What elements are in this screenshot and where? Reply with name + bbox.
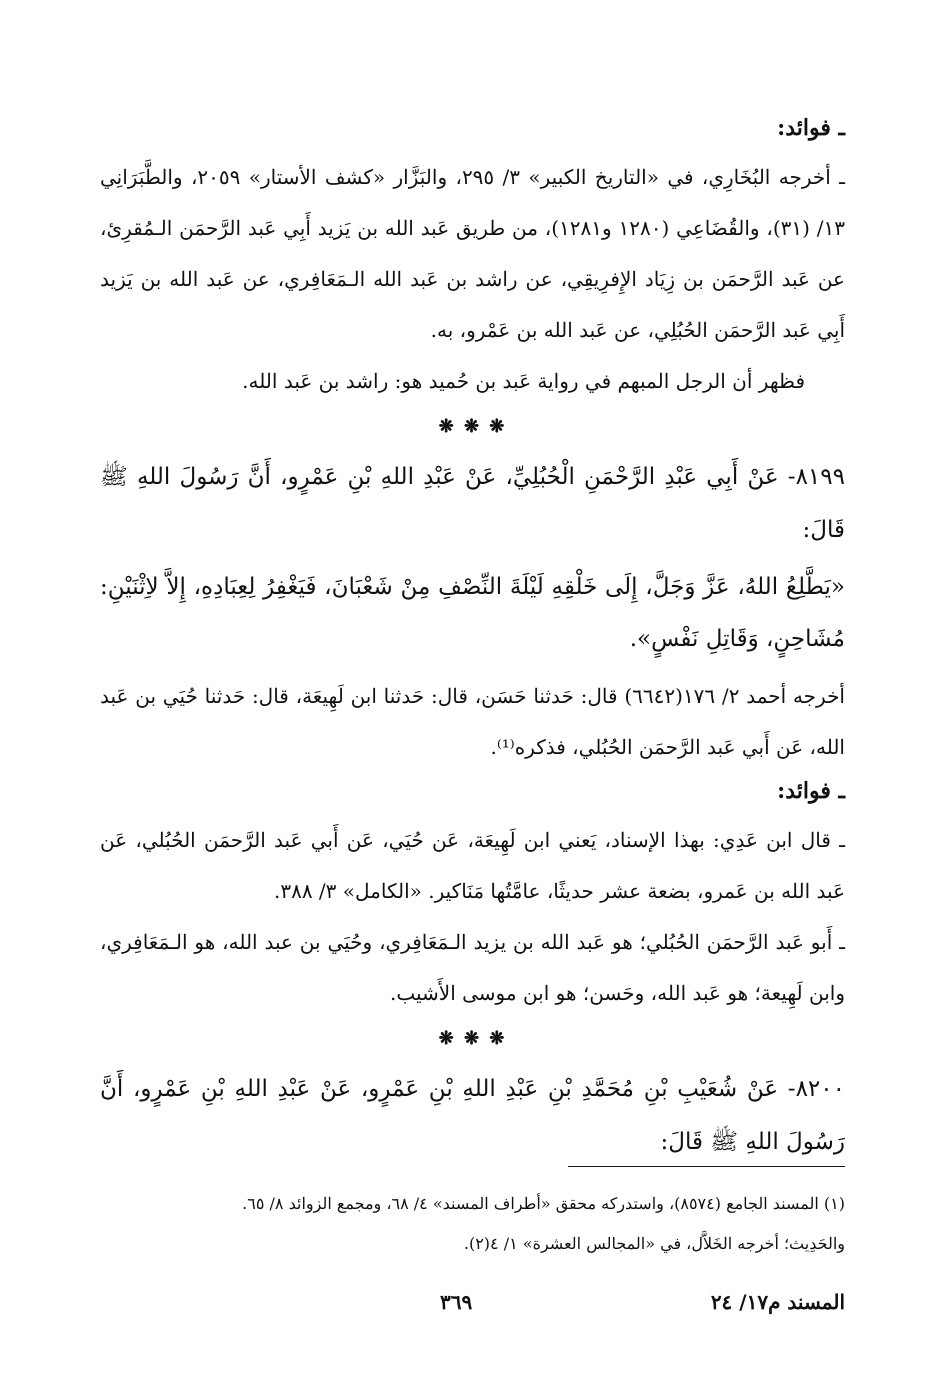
ibn-adi-paragraph: ـ قال ابن عَدِي: بهذا الإسناد، يَعني ابن لَهِيعَة، عَن حُيَي، عَن أَبي عَبد الرَّحمَن الحُبُلي، عَن عَبد الله بن عَمرو، بضعة عشر حديثًا، عامَّتُها مَنَاكير. «الكامل» ٣/ ٣٨٨.: [100, 828, 845, 903]
section-separator-2: ❋ ❋ ❋: [438, 1028, 507, 1049]
takhrij-paragraph: ـ أخرجه البُخَارِي، في «التاريخ الكبير» ٣/ ٢٩٥، والبَزَّار «كشف الأستار» ٢٠٥٩، والطَّبَرَانِي ١٣/ (٣١)، والقُضَاعِي (١٢٨٠ و١٢٨١)، من طريق عَبد الله بن يَزيد أَبِي عَبد الرَّحمَن الـمُقرِئ، عن عَبد الرَّحمَن بن زِيَاد الإِفرِيقِي، عن راشد بن عَبد الله الـمَعَافِري، عن عَبد الله بن يَزيد أَبِي عَبد الرَّحمَن الحُبُلِي، عن عَبد الله بن عَمْرو، به.: [100, 165, 845, 342]
hadith-8199-matn: «يَطَّلِعُ اللهُ، عَزَّ وَجَلَّ، إِلَى خَلْقِهِ لَيْلَةَ النِّصْفِ مِنْ شَعْبَانَ، فَيَغْفِرُ لِعِبَادِهِ، إِلاَّ لاِثْنَيْنِ: مُشَاحِنٍ، وَقَاتِلِ نَفْسٍ».: [100, 574, 845, 652]
footnotes: [100, 1184, 845, 1264]
footnote-1-line-2: والحَدِيث؛ أخرجه الخَلاَّل، في «المجالس العشرة» ١/ ٤(٢).: [463, 1234, 845, 1253]
footnote-divider: [568, 1166, 845, 1167]
volume-signature: المسند م١٧/ ٢٤: [710, 1290, 845, 1314]
page-number: ٣٦٩: [440, 1290, 473, 1314]
conclusion-paragraph: فظهر أن الرجل المبهم في رواية عَبد بن حُميد هو: راشد بن عَبد الله.: [242, 369, 805, 393]
fawaid-heading: ـ فوائد:: [777, 115, 845, 141]
takhrij-ahmad-paragraph: أخرجه أحمد ٢/ ١٧٦(٦٦٤٢) قال: حَدثنا حَسَن، قال: حَدثنا ابن لَهِيعَة، قال: حَدثنا حُيَي بن عَبد الله، عَن أَبي عَبد الرَّحمَن الحُبُلي، فذكره⁽¹⁾.: [100, 684, 845, 759]
main-text: [100, 110, 845, 1169]
page-footer: [100, 1290, 845, 1330]
section-separator: ❋ ❋ ❋: [438, 416, 507, 437]
narrators-paragraph: ـ أَبو عَبد الرَّحمَن الحُبُلي؛ هو عَبد الله بن يزيد الـمَعَافِري، وحُيَي بن عبد الله، هو الـمَعَافِري، وابن لَهِيعة؛ هو عَبد الله، وحَسن؛ هو ابن موسى الأَشيب.: [100, 930, 845, 1005]
footnote-1-line-1: (١) المسند الجامع (٨٥٧٤)، واستدركه محقق «أطراف المسند» ٤/ ٦٨، ومجمع الزوائد ٨/ ٦٥.: [242, 1194, 845, 1213]
hadith-8200-isnad: ٨٢٠٠- عَنْ شُعَيْبِ بْنِ مُحَمَّدِ بْنِ عَبْدِ اللهِ بْنِ عَمْرٍو، عَنْ عَبْدِ اللهِ بْنِ عَمْرٍو، أَنَّ رَسُولَ اللهِ ﷺ قَالَ:: [100, 1076, 845, 1155]
fawaid-heading-2: ـ فوائد:: [777, 778, 845, 804]
hadith-8199-isnad: ٨١٩٩- عَنْ أَبِي عَبْدِ الرَّحْمَنِ الْحُبُلِيِّ، عَنْ عَبْدِ اللهِ بْنِ عَمْرٍو، أَنَّ رَسُولَ اللهِ ﷺ قَالَ:: [100, 464, 845, 543]
